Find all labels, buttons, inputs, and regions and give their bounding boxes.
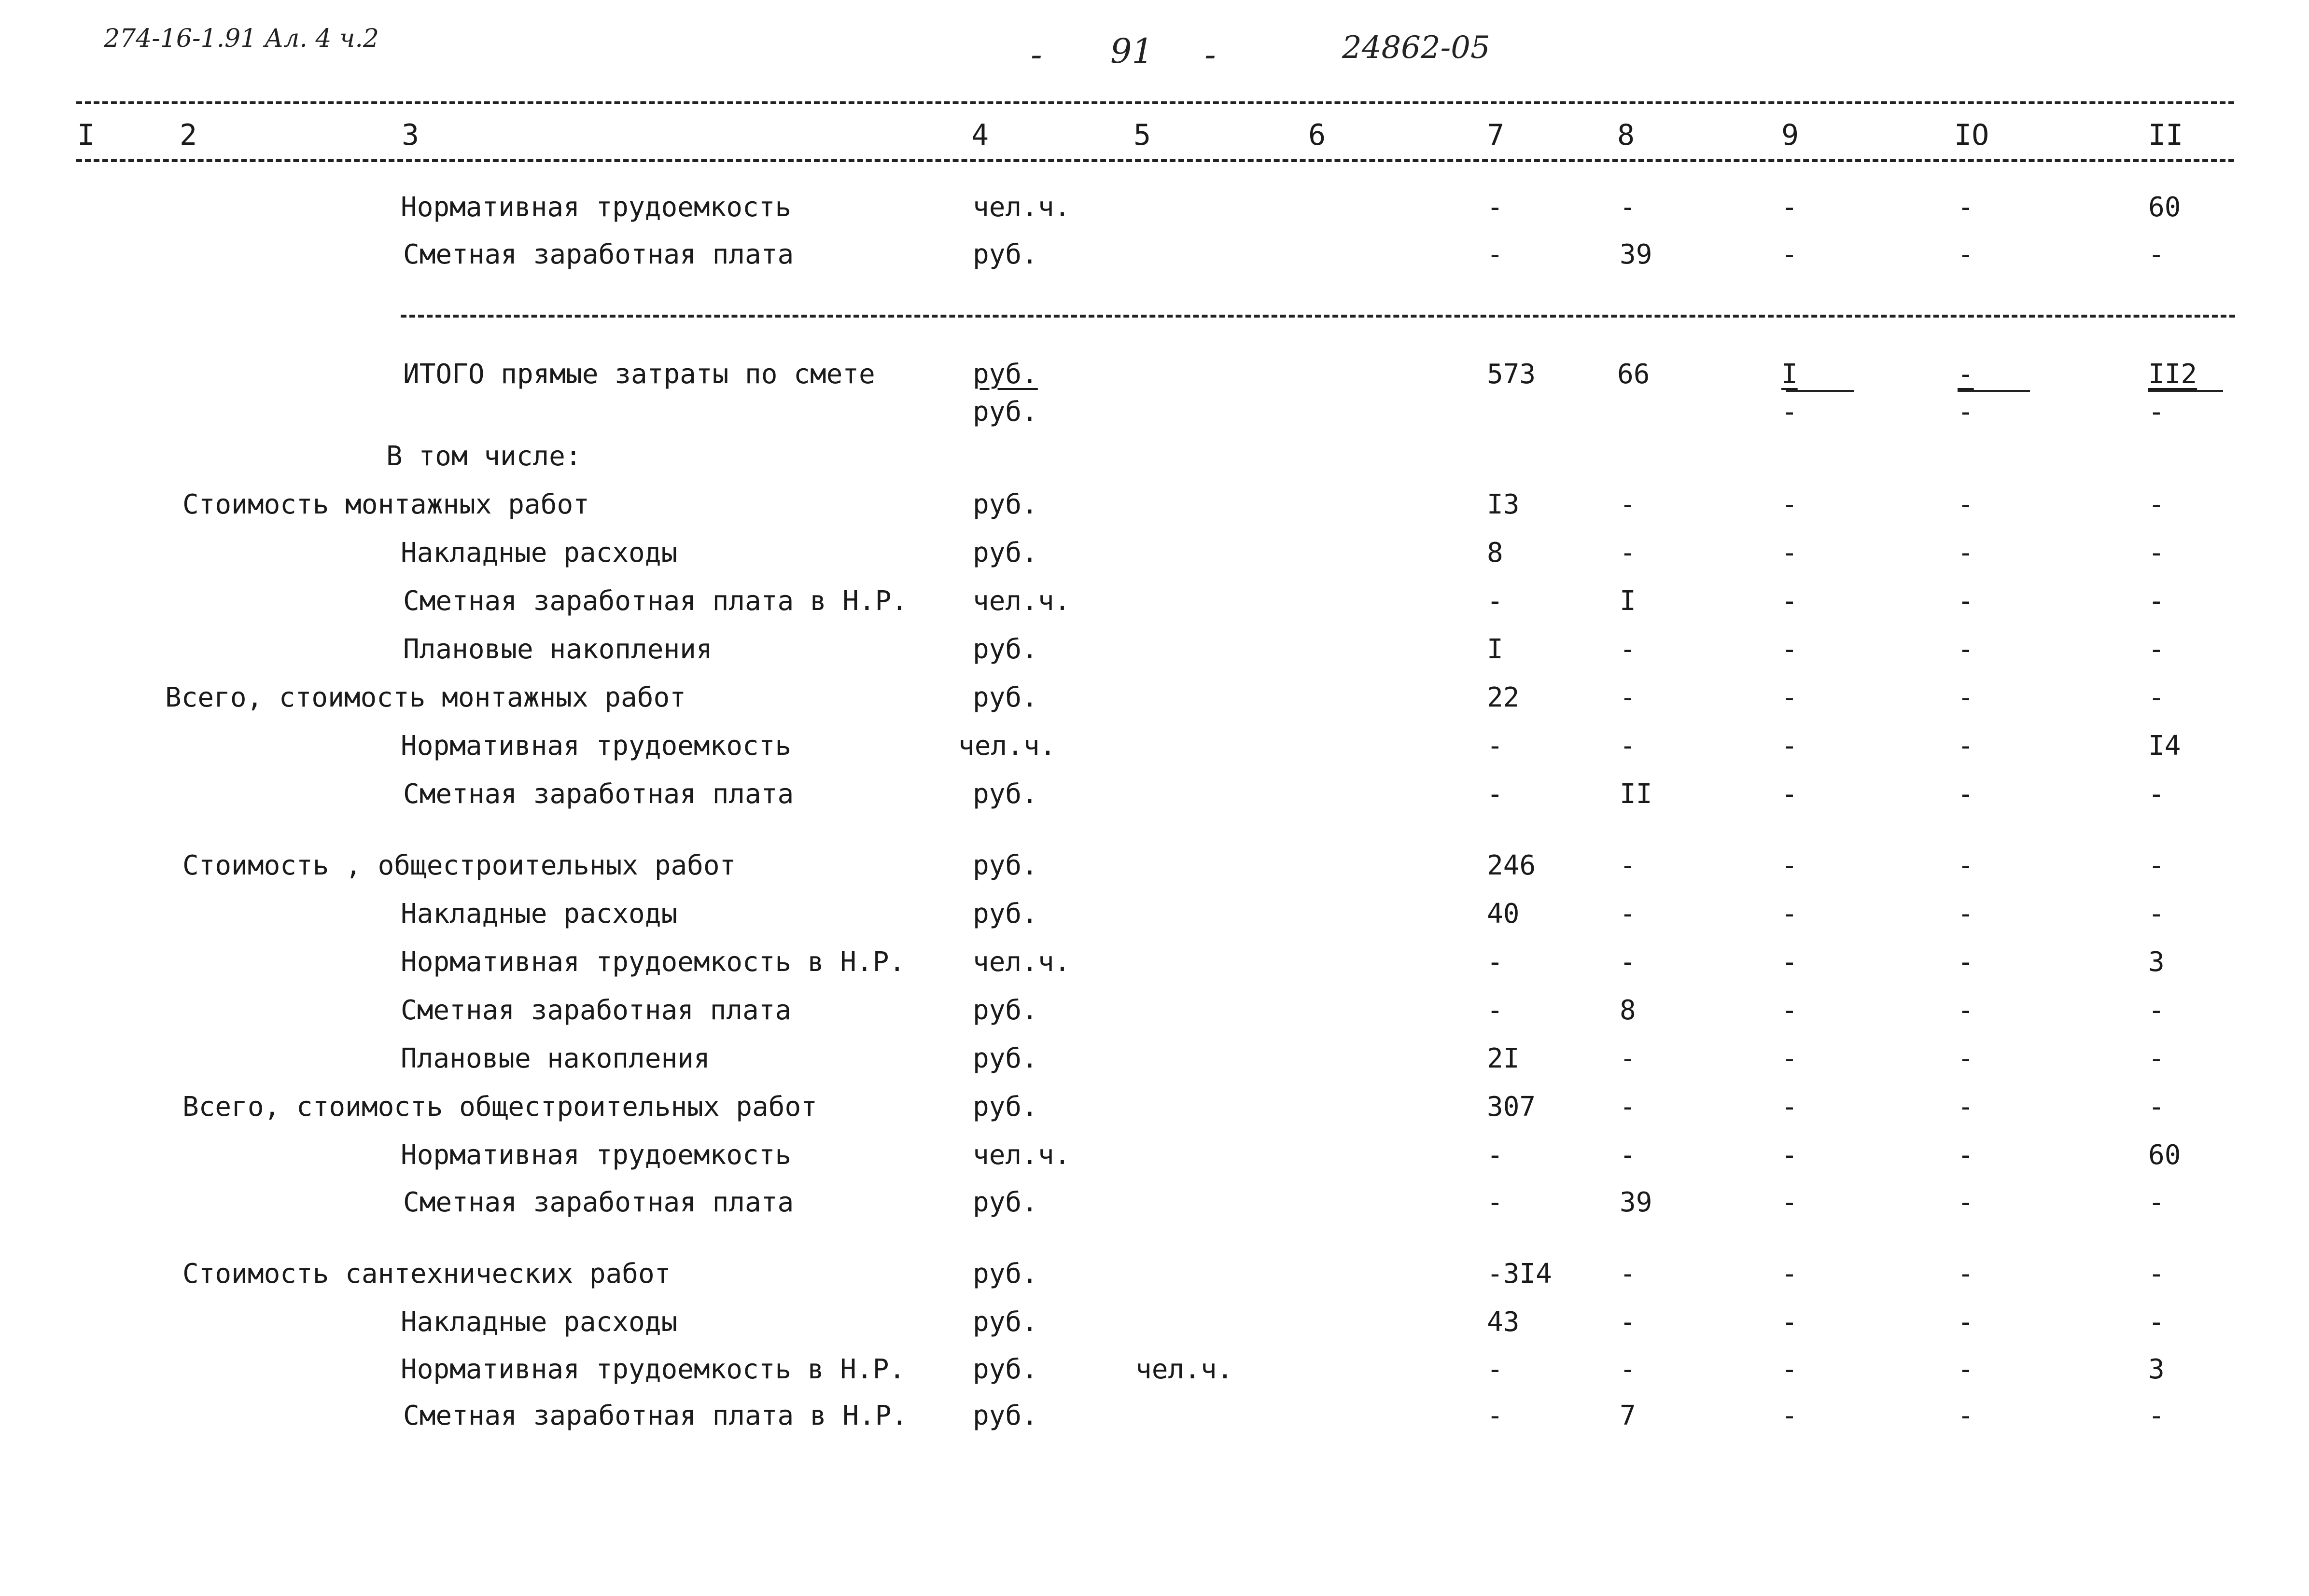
cell-col7: 307 xyxy=(1487,1091,1536,1123)
cell-col10: - xyxy=(1958,730,1974,762)
cell-col10: - xyxy=(1958,1043,1974,1074)
table-row xyxy=(0,1258,2309,1294)
row-label: Нормативная трудоемкость xyxy=(401,730,792,762)
row-label: Сметная заработная плата в Н.Р. xyxy=(403,1400,908,1431)
cell-col9: - xyxy=(1781,1306,1798,1338)
row-label: Плановые накопления xyxy=(401,1043,710,1074)
row-label: Плановые накопления xyxy=(403,634,713,665)
row-unit: руб. xyxy=(973,1306,1038,1338)
table-row xyxy=(0,194,2309,228)
cell-col11: 3 xyxy=(2148,1354,2165,1385)
column-header-4: 4 xyxy=(971,118,989,152)
cell-col9: - xyxy=(1781,1187,1798,1218)
row-unit: чел.ч. xyxy=(958,730,1056,762)
total-col11-top: II2 xyxy=(2148,359,2197,390)
column-header-7: 7 xyxy=(1487,118,1505,152)
cell-col7: - xyxy=(1487,1354,1503,1385)
column-header-5: 5 xyxy=(1134,118,1151,152)
row-unit: чел.ч. xyxy=(973,946,1071,978)
total-col11-bottom: - xyxy=(2148,396,2165,428)
row-unit: чел.ч. xyxy=(973,585,1071,617)
column-header-6: 6 xyxy=(1308,118,1326,152)
cell-col10: - xyxy=(1958,778,1974,810)
cell-col8: - xyxy=(1620,898,1636,930)
cell-col11: - xyxy=(2148,634,2165,665)
cell-col7: - xyxy=(1487,1187,1503,1218)
cell-col11: - xyxy=(2148,585,2165,617)
total-row-second xyxy=(0,396,2309,432)
cell-col10: - xyxy=(1958,1139,1974,1171)
cell-col7: -3I4 xyxy=(1487,1258,1552,1290)
cell-col10: - xyxy=(1958,239,1974,270)
cell-col8: - xyxy=(1620,489,1636,520)
page-dash-right: - xyxy=(1204,35,1216,74)
cell-col9: - xyxy=(1781,1258,1798,1290)
row-unit: руб. xyxy=(973,995,1038,1026)
cell-col7: 2I xyxy=(1487,1043,1520,1074)
row-unit: руб. xyxy=(973,1043,1038,1074)
row-unit: чел.ч. xyxy=(973,1139,1071,1171)
total-col10-top: - xyxy=(1958,359,1974,390)
cell-col9: - xyxy=(1781,730,1798,762)
total-unit-top: руб. xyxy=(973,359,1038,390)
table-row xyxy=(0,537,2309,573)
row-label: Нормативная трудоемкость xyxy=(401,192,792,223)
table-row xyxy=(0,1356,2309,1390)
cell-col11: 60 xyxy=(2148,1139,2181,1171)
cell-col9: - xyxy=(1781,192,1798,223)
cell-col8: - xyxy=(1620,1306,1636,1338)
cell-col7: - xyxy=(1487,995,1503,1026)
table-row xyxy=(0,585,2309,622)
cell-col11: 60 xyxy=(2148,192,2181,223)
column-header-9: 9 xyxy=(1781,118,1799,152)
table-row xyxy=(0,852,2309,886)
row-label: Стоимость , общестроительных работ xyxy=(182,850,736,881)
row-label: Нормативная трудоемкость xyxy=(401,1139,792,1171)
row-label: Сметная заработная плата xyxy=(403,239,794,270)
cell-col7: - xyxy=(1487,239,1503,270)
cell-col7: - xyxy=(1487,1400,1503,1431)
cell-col7: 43 xyxy=(1487,1306,1520,1338)
row-label: Нормативная трудоемкость в Н.Р. xyxy=(401,946,906,978)
row-unit: руб. xyxy=(973,537,1038,569)
cell-col8: - xyxy=(1620,1043,1636,1074)
cell-col10: - xyxy=(1958,682,1974,713)
cell-col7: - xyxy=(1487,192,1503,223)
cell-col9: - xyxy=(1781,537,1798,569)
cell-col11: - xyxy=(2148,850,2165,881)
cell-col11: - xyxy=(2148,1306,2165,1338)
row-label: Всего, стоимость общестроительных работ xyxy=(182,1091,817,1123)
cell-col8: - xyxy=(1620,1091,1636,1123)
cell-col8: - xyxy=(1620,1354,1636,1385)
cell-col7: I3 xyxy=(1487,489,1520,520)
cell-col7: 40 xyxy=(1487,898,1520,930)
cell-col8: I xyxy=(1620,585,1636,617)
cell-col8: - xyxy=(1620,682,1636,713)
cell-col8: 7 xyxy=(1620,1400,1636,1431)
row-unit: руб. xyxy=(973,778,1038,810)
column-header-3: 3 xyxy=(402,118,420,152)
cell-col9: - xyxy=(1781,682,1798,713)
row-label: Сметная заработная плата xyxy=(403,1187,794,1218)
row-unit: чел.ч. xyxy=(973,192,1071,223)
cell-col10: - xyxy=(1958,1400,1974,1431)
table-row xyxy=(0,1189,2309,1223)
table-row xyxy=(0,241,2309,275)
table-row xyxy=(0,1091,2309,1127)
row-unit: руб. xyxy=(973,489,1038,520)
table-row xyxy=(0,1139,2309,1176)
cell-col8: 39 xyxy=(1620,1187,1652,1218)
document-code: 24862-05 xyxy=(1342,30,1490,66)
cell-col11: - xyxy=(2148,898,2165,930)
cell-col11: - xyxy=(2148,995,2165,1026)
cell-col9: - xyxy=(1781,634,1798,665)
column-header-11: II xyxy=(2148,118,2183,152)
page-dash-left: - xyxy=(1031,35,1042,74)
cell-col10: - xyxy=(1958,489,1974,520)
row-label: Накладные расходы xyxy=(401,537,678,569)
cell-col7: - xyxy=(1487,730,1503,762)
cell-col8: II xyxy=(1620,778,1652,810)
total-col9-bottom: - xyxy=(1781,396,1798,428)
row-label: Сметная заработная плата xyxy=(401,995,792,1026)
cell-col11: - xyxy=(2148,1400,2165,1431)
cell-col9: - xyxy=(1781,1091,1798,1123)
cell-col10: - xyxy=(1958,1187,1974,1218)
including-label: В том числе: xyxy=(386,441,582,472)
cell-col9: - xyxy=(1781,489,1798,520)
cell-col10: - xyxy=(1958,1306,1974,1338)
row-unit: руб. xyxy=(973,1400,1038,1431)
row-unit: руб. xyxy=(973,1091,1038,1123)
cell-col7: 246 xyxy=(1487,850,1536,881)
cell-col8: - xyxy=(1620,537,1636,569)
row-label: Сметная заработная плата в Н.Р. xyxy=(403,585,908,617)
table-row xyxy=(0,491,2309,525)
table-row xyxy=(0,898,2309,934)
cell-col9: - xyxy=(1781,1354,1798,1385)
cell-col9: - xyxy=(1781,850,1798,881)
row-label: Всего, стоимость монтажных работ xyxy=(165,682,686,713)
table-row xyxy=(0,946,2309,983)
row-label: Накладные расходы xyxy=(401,898,678,930)
row-label: Накладные расходы xyxy=(401,1306,678,1338)
cell-col8: - xyxy=(1620,946,1636,978)
section-separator xyxy=(401,315,2235,318)
cell-col9: - xyxy=(1781,1043,1798,1074)
cell-col10: - xyxy=(1958,946,1974,978)
total-col7: 573 xyxy=(1487,359,1536,390)
column-header-2: 2 xyxy=(180,118,197,152)
cell-col9: - xyxy=(1781,778,1798,810)
cell-col11: - xyxy=(2148,1187,2165,1218)
cell-col8: - xyxy=(1620,1139,1636,1171)
row-unit: руб. xyxy=(973,1258,1038,1290)
cell-col7: - xyxy=(1487,585,1503,617)
cell-col10: - xyxy=(1958,1091,1974,1123)
cell-col9: - xyxy=(1781,585,1798,617)
table-row xyxy=(0,1306,2309,1343)
total-col10-bottom: - xyxy=(1958,396,1974,428)
row-unit: руб. xyxy=(973,1354,1038,1385)
total-unit-bottom: руб. xyxy=(973,396,1038,428)
cell-col8: - xyxy=(1620,730,1636,762)
cell-col11: 3 xyxy=(2148,946,2165,978)
total-col8: 66 xyxy=(1617,359,1650,390)
cell-col7: I xyxy=(1487,634,1503,665)
cell-col11: - xyxy=(2148,489,2165,520)
page-number: 91 xyxy=(1110,31,1154,71)
table-row xyxy=(0,1045,2309,1079)
cell-col11: - xyxy=(2148,682,2165,713)
table-row xyxy=(0,636,2309,670)
row-label: Стоимость монтажных работ xyxy=(182,489,589,520)
table-row xyxy=(0,997,2309,1031)
cell-col7: 22 xyxy=(1487,682,1520,713)
cell-col11: - xyxy=(2148,239,2165,270)
cell-col8: - xyxy=(1620,192,1636,223)
cell-col10: - xyxy=(1958,898,1974,930)
column-header-8: 8 xyxy=(1617,118,1635,152)
header-bottom-rule xyxy=(76,159,2234,162)
cell-col8: 39 xyxy=(1620,239,1652,270)
cell-col8: - xyxy=(1620,1258,1636,1290)
row-label: Нормативная трудоемкость в Н.Р. xyxy=(401,1354,906,1385)
row-label: Сметная заработная плата xyxy=(403,778,794,810)
column-header-1: I xyxy=(77,118,95,152)
cell-col11: - xyxy=(2148,537,2165,569)
cell-col10: - xyxy=(1958,1354,1974,1385)
cell-col10: - xyxy=(1958,634,1974,665)
row-unit: руб. xyxy=(973,239,1038,270)
row-unit: руб. xyxy=(973,898,1038,930)
cell-col7: - xyxy=(1487,1139,1503,1171)
cell-col11: I4 xyxy=(2148,730,2181,762)
handwritten-reference: 274-16-1.91 Ал. 4 ч.2 xyxy=(104,24,379,53)
cell-col11: - xyxy=(2148,1043,2165,1074)
cell-col8: - xyxy=(1620,634,1636,665)
total-col9-top: I xyxy=(1781,359,1798,390)
cell-col5: чел.ч. xyxy=(1135,1354,1233,1385)
cell-col9: - xyxy=(1781,946,1798,978)
cell-col11: - xyxy=(2148,1258,2165,1290)
total-underline-col11 xyxy=(2148,390,2223,392)
cell-col10: - xyxy=(1958,1258,1974,1290)
table-row xyxy=(0,684,2309,718)
cell-col8: 8 xyxy=(1620,995,1636,1026)
cell-col8: - xyxy=(1620,850,1636,881)
table-row xyxy=(0,778,2309,815)
cell-col10: - xyxy=(1958,585,1974,617)
row-unit: руб. xyxy=(973,1187,1038,1218)
cell-col9: - xyxy=(1781,239,1798,270)
cell-col7: - xyxy=(1487,778,1503,810)
table-row xyxy=(0,730,2309,766)
header-top-rule xyxy=(76,101,2234,104)
cell-col9: - xyxy=(1781,1139,1798,1171)
cell-col7: 8 xyxy=(1487,537,1503,569)
total-underline-col9 xyxy=(1786,390,1854,392)
total-underline-col10 xyxy=(1958,390,2030,392)
row-unit: руб. xyxy=(973,850,1038,881)
cell-col9: - xyxy=(1781,995,1798,1026)
cell-col7: - xyxy=(1487,946,1503,978)
column-header-10: IO xyxy=(1954,118,1989,152)
cell-col10: - xyxy=(1958,850,1974,881)
total-label: ИТОГО прямые затраты по смете xyxy=(403,359,875,390)
cell-col10: - xyxy=(1958,995,1974,1026)
cell-col10: - xyxy=(1958,192,1974,223)
cell-col9: - xyxy=(1781,1400,1798,1431)
table-row xyxy=(0,1402,2309,1436)
row-unit: руб. xyxy=(973,682,1038,713)
cell-col9: - xyxy=(1781,898,1798,930)
cell-col10: - xyxy=(1958,537,1974,569)
cell-col11: - xyxy=(2148,1091,2165,1123)
cell-col11: - xyxy=(2148,778,2165,810)
row-unit: руб. xyxy=(973,634,1038,665)
row-label: Стоимость сантехнических работ xyxy=(182,1258,671,1290)
